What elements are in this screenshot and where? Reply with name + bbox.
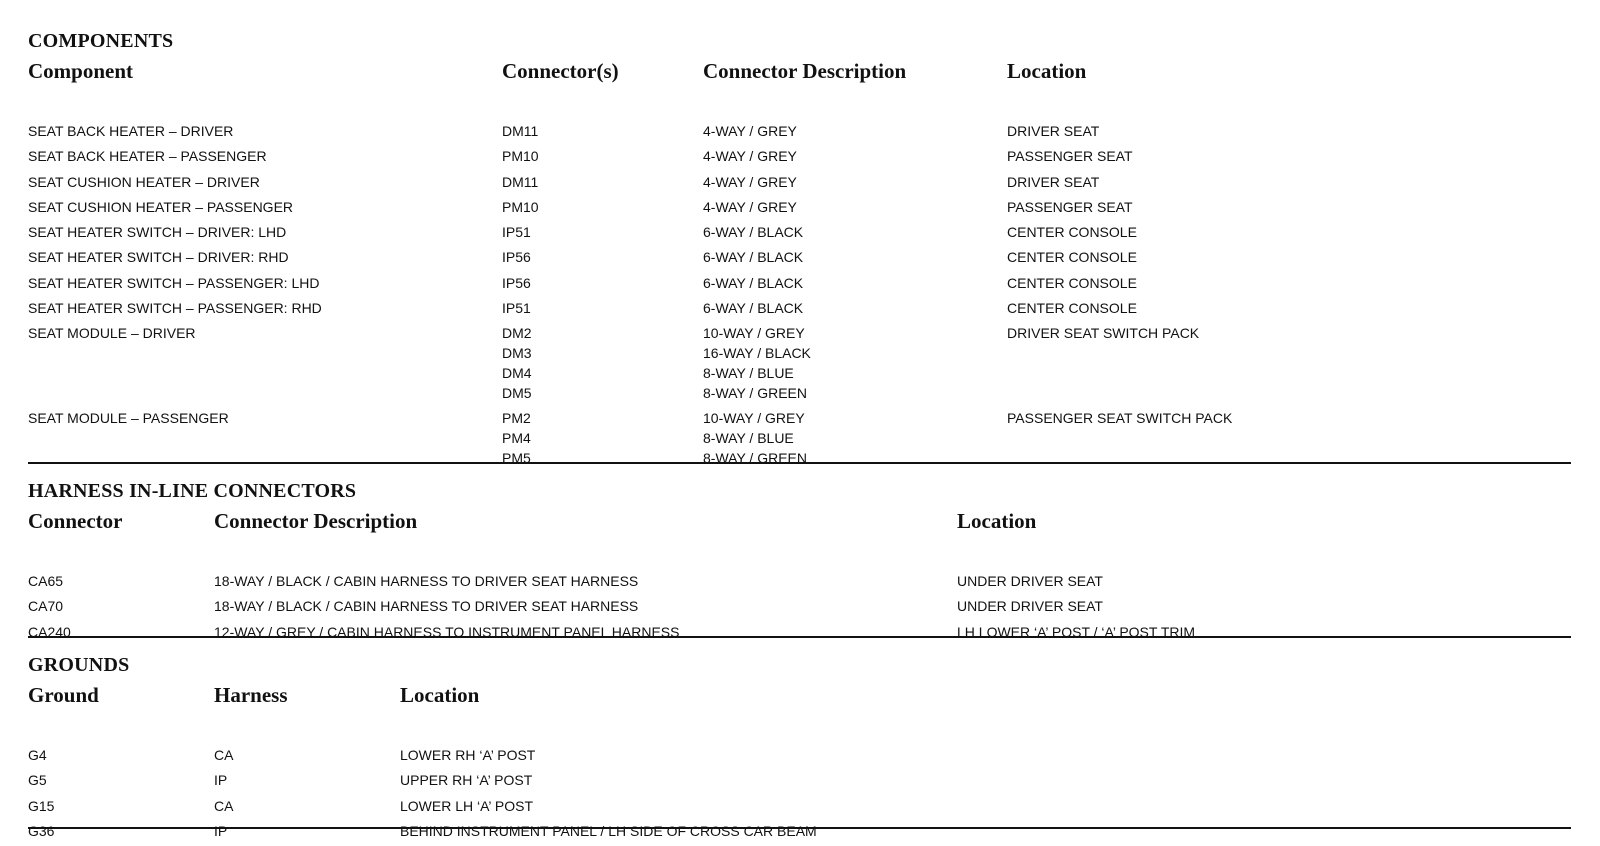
- connector-cell-line: DM4: [502, 365, 532, 382]
- connector-cell: [502, 298, 531, 318]
- location-cell: [400, 821, 817, 841]
- description-cell-line: 4-WAY / GREY: [703, 173, 797, 190]
- component-cell: [28, 121, 233, 141]
- table-row: [28, 796, 1571, 821]
- table-row: [28, 247, 1571, 272]
- harness-cell-line: CA: [214, 797, 234, 814]
- description-cell: [703, 197, 797, 217]
- component-cell: [28, 222, 286, 242]
- component-cell-line: SEAT HEATER SWITCH – PASSENGER: LHD: [28, 274, 320, 291]
- ground-cell-line: G4: [28, 747, 47, 763]
- description-cell-line: 4-WAY / GREY: [703, 148, 797, 165]
- table-row: [28, 745, 1571, 770]
- location-cell-line: DRIVER SEAT: [1007, 173, 1100, 190]
- component-cell-line: SEAT HEATER SWITCH – DRIVER: LHD: [28, 224, 287, 241]
- location-cell-line: DRIVER SEAT SWITCH PACK: [1007, 325, 1200, 342]
- table-row: [28, 622, 1571, 647]
- connector-cell-line: DM11: [502, 173, 539, 190]
- table-row: [28, 222, 1571, 247]
- location-cell: [400, 770, 532, 790]
- description-cell-line: 18-WAY / BLACK / CABIN HARNESS TO DRIVER SEAT HARNESS: [214, 573, 639, 589]
- table-row: [28, 571, 1571, 596]
- connector-cell: [28, 571, 63, 591]
- harness-cell-line: IP: [214, 772, 228, 789]
- connector-cell: [502, 197, 539, 217]
- table-row: [28, 197, 1571, 222]
- component-cell: [28, 298, 322, 318]
- grounds-table: [28, 745, 1571, 846]
- ground-cell-line: G36: [28, 822, 55, 839]
- location-cell-line: UNDER DRIVER SEAT: [957, 598, 1103, 615]
- description-cell-line: 4-WAY / GREY: [703, 123, 797, 139]
- ground-cell: [28, 745, 47, 765]
- harness-title: HARNESS IN-LINE CONNECTORS: [28, 480, 357, 502]
- description-cell-line: 12-WAY / GREY / CABIN HARNESS TO INSTRUMENT PANEL HARNESS: [214, 623, 680, 640]
- description-cell-line: 10-WAY / GREY: [703, 325, 805, 342]
- table-row: [28, 273, 1571, 298]
- ground-cell-line: G5: [28, 772, 47, 789]
- location-cell: [1007, 172, 1099, 192]
- description-cell-line: 8-WAY / BLUE: [703, 365, 794, 382]
- description-cell-line: 6-WAY / BLACK: [703, 224, 804, 241]
- location-cell: [957, 622, 1195, 642]
- location-cell: [400, 796, 533, 816]
- location-cell-line: PASSENGER SEAT SWITCH PACK: [1007, 410, 1233, 427]
- connector-cell-line: PM2: [502, 410, 531, 427]
- connector-cell: [28, 596, 63, 616]
- location-cell: [400, 745, 535, 765]
- description-cell: [214, 596, 638, 616]
- location-cell-line: CENTER CONSOLE: [1007, 249, 1137, 266]
- component-cell: [28, 172, 260, 192]
- connector-cell-line: IP51: [502, 224, 531, 241]
- description-cell-line: 6-WAY / BLACK: [703, 300, 804, 317]
- component-cell-line: SEAT MODULE – PASSENGER: [28, 410, 229, 427]
- divider: [28, 462, 1571, 464]
- table-row: [28, 146, 1571, 171]
- description-cell: [703, 247, 803, 267]
- table-row: [28, 172, 1571, 197]
- connector-cell-line: PM10: [502, 148, 539, 165]
- location-cell: [1007, 408, 1232, 428]
- description-cell: [703, 121, 797, 141]
- location-cell-line: CENTER CONSOLE: [1007, 274, 1137, 291]
- divider: [28, 827, 1571, 829]
- table-row: [28, 121, 1571, 146]
- harness-cell: [214, 821, 227, 841]
- location-cell-line: PASSENGER SEAT: [1007, 198, 1133, 215]
- header-harness: Harness: [214, 683, 288, 707]
- location-cell-line: BEHIND INSTRUMENT PANEL / LH SIDE OF CROSS CAR BEAM: [400, 822, 817, 839]
- connector-cell-line: PM4: [502, 430, 531, 447]
- location-cell-line: LOWER LH ‘A’ POST: [400, 797, 534, 814]
- location-cell: [1007, 121, 1099, 141]
- header-connector-description: Connector Description: [703, 59, 907, 83]
- header-connectors: Connector(s): [502, 59, 619, 83]
- location-cell-line: DRIVER SEAT: [1007, 123, 1100, 139]
- ground-cell: [28, 770, 47, 790]
- location-cell-line: CENTER CONSOLE: [1007, 300, 1137, 317]
- component-cell-line: SEAT BACK HEATER – DRIVER: [28, 123, 234, 139]
- description-cell-line: 10-WAY / GREY: [703, 410, 805, 427]
- description-cell: [214, 571, 638, 591]
- divider: [28, 636, 1571, 638]
- connector-cell-line: IP56: [502, 274, 531, 291]
- location-cell: [1007, 146, 1133, 166]
- connector-cell: [28, 622, 71, 642]
- location-cell: [1007, 323, 1199, 343]
- header-location: Location: [1007, 59, 1087, 83]
- description-cell-line: 6-WAY / BLACK: [703, 274, 804, 291]
- component-cell: [28, 247, 289, 267]
- connector-cell-line: CA70: [28, 598, 64, 615]
- location-cell: [957, 596, 1103, 616]
- description-cell: [703, 273, 803, 293]
- table-row: [28, 770, 1571, 795]
- header-component: Component: [28, 59, 134, 83]
- connector-cell-line: DM2: [502, 325, 532, 342]
- harness-cell: [214, 770, 227, 790]
- description-cell: [703, 146, 797, 166]
- description-cell: [214, 622, 679, 642]
- connector-cell: [502, 273, 531, 293]
- header-connector-description: Connector Description: [214, 509, 418, 533]
- description-cell-line: 16-WAY / BLACK: [703, 345, 811, 362]
- connector-cell: [502, 222, 531, 242]
- harness-cell-line: IP: [214, 822, 228, 839]
- connector-cell: [502, 121, 538, 141]
- connector-cell-line: CA65: [28, 573, 64, 589]
- location-cell-line: PASSENGER SEAT: [1007, 148, 1133, 165]
- description-cell: [703, 408, 807, 468]
- ground-cell: [28, 796, 54, 816]
- table-row: [28, 298, 1571, 323]
- harness-header-row: [28, 503, 1571, 537]
- description-cell-line: 8-WAY / GREEN: [703, 450, 807, 467]
- description-cell-line: 18-WAY / BLACK / CABIN HARNESS TO DRIVER SEAT HARNESS: [214, 598, 639, 615]
- connector-cell: [502, 172, 538, 192]
- description-cell: [703, 222, 803, 242]
- grounds-header-row: [28, 677, 1571, 711]
- component-cell-line: SEAT CUSHION HEATER – PASSENGER: [28, 198, 294, 215]
- grounds-section: [28, 653, 1571, 846]
- connector-cell: [502, 247, 531, 267]
- harness-cell: [214, 745, 233, 765]
- header-location: Location: [400, 683, 480, 707]
- location-cell-line: LOWER RH ‘A’ POST: [400, 747, 536, 763]
- table-row: [28, 821, 1571, 846]
- components-title: COMPONENTS: [28, 30, 174, 52]
- location-cell: [957, 571, 1103, 591]
- component-cell: [28, 273, 319, 293]
- header-connector: Connector: [28, 509, 123, 533]
- harness-section: [28, 479, 1571, 647]
- connector-cell-line: PM5: [502, 450, 531, 467]
- connector-cell-line: PM10: [502, 198, 539, 215]
- description-cell: [703, 298, 803, 318]
- header-location: Location: [957, 509, 1037, 533]
- connector-cell-line: DM11: [502, 123, 539, 139]
- connector-cell-line: DM5: [502, 385, 532, 402]
- components-table: [28, 121, 1571, 473]
- connector-cell: [502, 146, 539, 166]
- description-cell-line: 8-WAY / BLUE: [703, 430, 794, 447]
- description-cell: [703, 172, 797, 192]
- location-cell-line: UNDER DRIVER SEAT: [957, 573, 1103, 589]
- location-cell-line: LH LOWER ‘A’ POST / ‘A’ POST TRIM: [957, 623, 1196, 640]
- component-cell-line: SEAT CUSHION HEATER – DRIVER: [28, 173, 260, 190]
- header-ground: Ground: [28, 683, 99, 707]
- description-cell-line: 4-WAY / GREY: [703, 198, 797, 215]
- location-cell-line: CENTER CONSOLE: [1007, 224, 1137, 241]
- grounds-title: GROUNDS: [28, 654, 130, 676]
- location-cell: [1007, 273, 1137, 293]
- component-cell: [28, 146, 267, 166]
- ground-cell-line: G15: [28, 797, 55, 814]
- connector-cell: [502, 408, 531, 468]
- ground-cell: [28, 821, 54, 841]
- component-cell: [28, 197, 293, 217]
- location-cell: [1007, 222, 1137, 242]
- component-cell-line: SEAT HEATER SWITCH – DRIVER: RHD: [28, 249, 289, 266]
- connector-cell-line: IP56: [502, 249, 531, 266]
- component-cell-line: SEAT BACK HEATER – PASSENGER: [28, 148, 267, 165]
- components-section: [28, 29, 1571, 473]
- connector-cell: [502, 323, 532, 403]
- connector-cell-line: IP51: [502, 300, 531, 317]
- harness-cell-line: CA: [214, 747, 234, 763]
- location-cell: [1007, 298, 1137, 318]
- component-cell-line: SEAT HEATER SWITCH – PASSENGER: RHD: [28, 300, 322, 317]
- connector-cell-line: DM3: [502, 345, 532, 362]
- harness-cell: [214, 796, 233, 816]
- location-cell-line: UPPER RH ‘A’ POST: [400, 772, 533, 789]
- connector-cell-line: CA240: [28, 623, 71, 640]
- description-cell: [703, 323, 811, 403]
- description-cell-line: 8-WAY / GREEN: [703, 385, 807, 402]
- table-row: [28, 323, 1571, 408]
- location-cell: [1007, 247, 1137, 267]
- component-cell: [28, 408, 229, 428]
- table-row: [28, 596, 1571, 621]
- components-header-row: [28, 53, 1571, 87]
- component-cell-line: SEAT MODULE – DRIVER: [28, 325, 196, 342]
- location-cell: [1007, 197, 1133, 217]
- description-cell-line: 6-WAY / BLACK: [703, 249, 804, 266]
- component-cell: [28, 323, 196, 343]
